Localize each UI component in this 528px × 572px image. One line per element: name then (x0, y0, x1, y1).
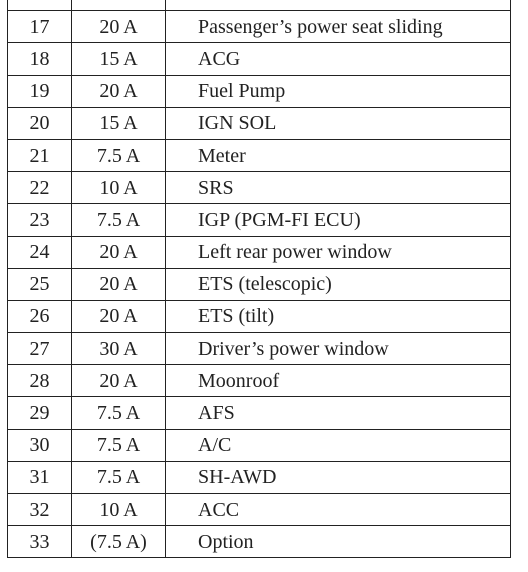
fuse-number-cell: 30 (8, 429, 72, 461)
fuse-amps-cell: 7.5 A (72, 204, 166, 236)
table-row (8, 268, 511, 300)
header-number-cell (8, 0, 72, 11)
fuse-component-cell: Fuel Pump (166, 75, 511, 107)
fuse-component-cell: SH-AWD (166, 461, 511, 493)
fuse-component-cell: ACG (166, 43, 511, 75)
fuse-component-cell: Moonroof (166, 365, 511, 397)
table-row (8, 43, 511, 75)
fuse-number-cell: 17 (8, 11, 72, 43)
fuse-amps-cell: 20 A (72, 365, 166, 397)
fuse-amps-cell: 7.5 A (72, 397, 166, 429)
fuse-component-cell: ETS (telescopic) (166, 268, 511, 300)
fuse-component-cell: IGN SOL (166, 107, 511, 139)
fuse-amps-cell: 30 A (72, 333, 166, 365)
fuse-component-cell: Passenger’s power seat sliding (166, 11, 511, 43)
fuse-number-cell: 31 (8, 461, 72, 493)
table-row (8, 139, 511, 171)
fuse-component-cell: Option (166, 526, 511, 558)
table-row (8, 429, 511, 461)
fuse-amps-cell: 20 A (72, 11, 166, 43)
table-row (8, 526, 511, 558)
fuse-component-cell: Meter (166, 139, 511, 171)
table-header-row (8, 0, 511, 11)
fuse-number-cell: 23 (8, 204, 72, 236)
fuse-number-cell: 25 (8, 268, 72, 300)
table-row (8, 365, 511, 397)
table-row (8, 75, 511, 107)
fuse-amps-cell: 15 A (72, 107, 166, 139)
table-row (8, 236, 511, 268)
fuse-number-cell: 18 (8, 43, 72, 75)
fuse-component-cell: ACC (166, 494, 511, 526)
fuse-amps-cell: 20 A (72, 236, 166, 268)
table-row (8, 461, 511, 493)
fuse-component-cell: SRS (166, 172, 511, 204)
fuse-number-cell: 26 (8, 300, 72, 332)
header-amps-cell (72, 0, 166, 11)
fuse-number-cell: 28 (8, 365, 72, 397)
fuse-number-cell: 24 (8, 236, 72, 268)
fuse-component-cell: Left rear power window (166, 236, 511, 268)
table-row (8, 11, 511, 43)
fuse-number-cell: 32 (8, 494, 72, 526)
table-row (8, 494, 511, 526)
fuse-component-cell: IGP (PGM-FI ECU) (166, 204, 511, 236)
fuse-amps-cell: 20 A (72, 268, 166, 300)
fuse-amps-cell: 7.5 A (72, 139, 166, 171)
table-row (8, 172, 511, 204)
fuse-component-cell: A/C (166, 429, 511, 461)
fuse-amps-cell: 10 A (72, 494, 166, 526)
fuse-amps-cell: 10 A (72, 172, 166, 204)
fuse-number-cell: 27 (8, 333, 72, 365)
fuse-number-cell: 22 (8, 172, 72, 204)
fuse-number-cell: 29 (8, 397, 72, 429)
table-row (8, 333, 511, 365)
fuse-component-cell: AFS (166, 397, 511, 429)
fuse-amps-cell: 7.5 A (72, 429, 166, 461)
table-row (8, 204, 511, 236)
fuse-number-cell: 33 (8, 526, 72, 558)
fuse-amps-cell: 20 A (72, 300, 166, 332)
table-row (8, 397, 511, 429)
fuse-amps-cell: 15 A (72, 43, 166, 75)
table-row (8, 107, 511, 139)
fuse-number-cell: 20 (8, 107, 72, 139)
fuse-amps-cell: 20 A (72, 75, 166, 107)
fuse-amps-cell: 7.5 A (72, 461, 166, 493)
fuse-table-body (8, 0, 511, 558)
table-row (8, 300, 511, 332)
fuse-table (7, 0, 511, 558)
fuse-number-cell: 19 (8, 75, 72, 107)
fuse-number-cell: 21 (8, 139, 72, 171)
fuse-component-cell: ETS (tilt) (166, 300, 511, 332)
fuse-component-cell: Driver’s power window (166, 333, 511, 365)
fuse-amps-cell: (7.5 A) (72, 526, 166, 558)
header-component-cell (166, 0, 511, 11)
